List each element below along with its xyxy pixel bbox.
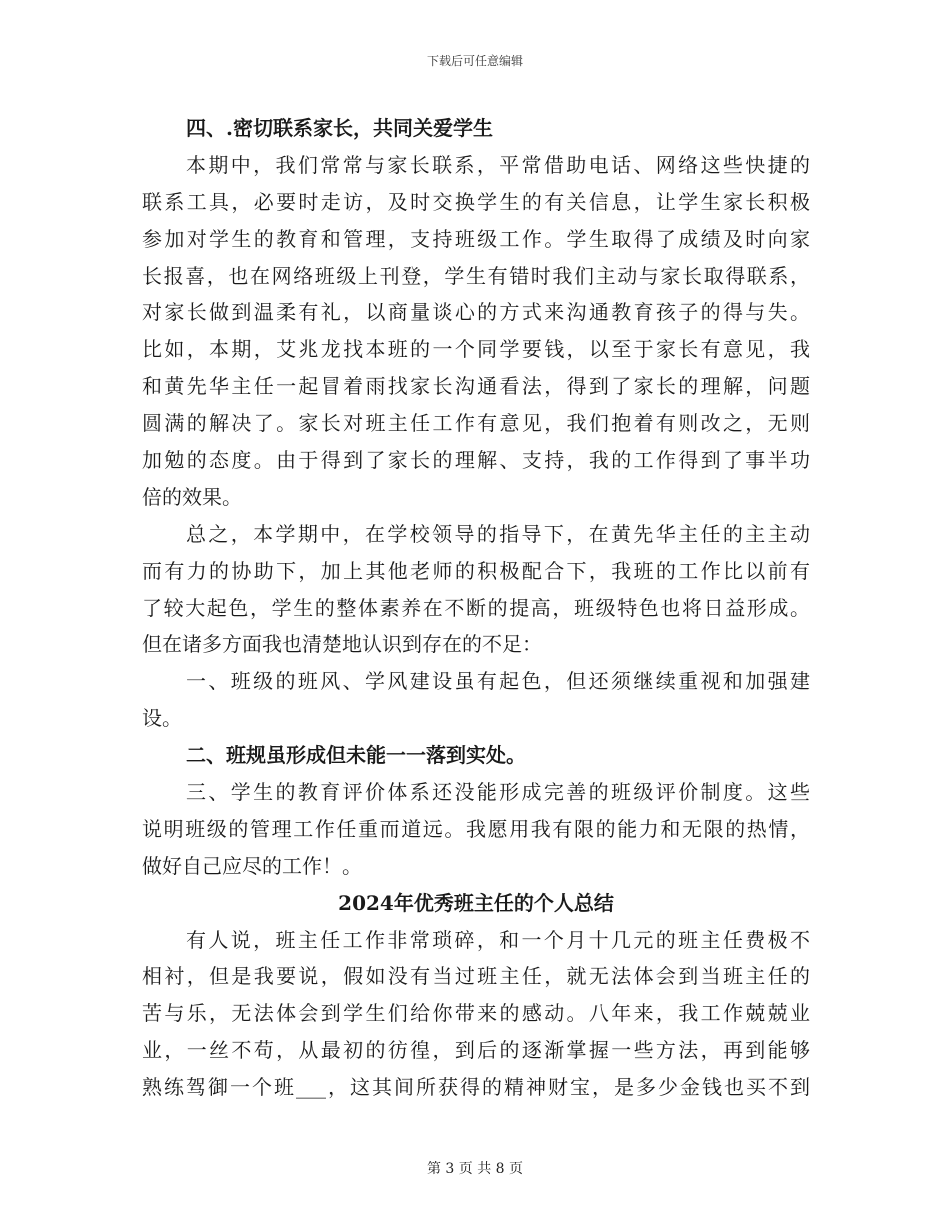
body-text-line: 和黄先华主任一起冒着雨找家长沟通看法，得到了家长的理解，问题: [142, 374, 810, 399]
body-text-line: 联系工具，必要时走访，及时交换学生的有关信息，让学生家长积极: [142, 189, 810, 214]
body-text-line: 设。: [142, 706, 182, 731]
body-text-line: 熟练驾御一个班___，这其间所获得的精神财宝，是多少金钱也买不到: [142, 1075, 810, 1100]
body-text-line: 一、班级的班风、学风建设虽有起色，但还须继续重视和加强建: [186, 669, 810, 694]
body-text-line: 圆满的解决了。家长对班主任工作有意见，我们抱着有则改之，无则: [142, 411, 810, 436]
page-footer-number: 第 3 页 共 8 页: [426, 1161, 524, 1177]
body-text-line: 相衬，但是我要说，假如没有当过班主任，就无法体会到当班主任的: [142, 964, 810, 989]
body-text-line: 说明班级的管理工作任重而道远。我愿用我有限的能力和无限的热情，: [142, 816, 810, 841]
body-text-line: 但在诸多方面我也清楚地认识到存在的不足：: [142, 632, 542, 657]
body-text-line: 有人说，班主任工作非常琐碎，和一个月十几元的班主任费极不: [186, 927, 810, 952]
body-text-line: 对家长做到温柔有礼，以商量谈心的方式来沟通教育孩子的得与失。: [142, 300, 810, 325]
section-title: 2024年优秀班主任的个人总结: [338, 890, 614, 915]
body-text-line: 本期中，我们常常与家长联系，平常借助电话、网络这些快捷的: [186, 152, 810, 177]
body-text-line: 比如，本期，艾兆龙找本班的一个同学要钱，以至于家长有意见，我: [142, 337, 810, 362]
page-header-note: 下载后可任意编辑: [426, 54, 523, 68]
document-body: [142, 110, 810, 1106]
body-text-line: 倍的效果。: [142, 484, 242, 509]
body-text-line: 做好自己应尽的工作！。: [142, 853, 362, 878]
body-text-line: 参加对学生的教育和管理，支持班级工作。学生取得了成绩及时向家: [142, 226, 810, 251]
body-text-line: 苦与乐，无法体会到学生们给你带来的感动。八年来，我工作兢兢业: [142, 1001, 810, 1026]
body-text-line: 长报喜，也在网络班级上刊登，学生有错时我们主动与家长取得联系，: [142, 263, 810, 288]
section-heading: 四、.密切联系家长，共同关爱学生: [186, 116, 493, 140]
body-text-line: 总之，本学期中，在学校领导的指导下，在黄先华主任的主主动: [186, 521, 810, 546]
body-text-line: 业，一丝不苟，从最初的彷徨，到后的逐渐掌握一些方法，再到能够: [142, 1038, 810, 1063]
body-text-line: 三、学生的教育评价体系还没能形成完善的班级评价制度。这些: [186, 780, 810, 805]
section-heading: 二、班规虽形成但未能一一落到实处。: [186, 743, 526, 768]
body-text-line: 加勉的态度。由于得到了家长的理解、支持，我的工作得到了事半功: [142, 448, 810, 473]
body-text-line: 了较大起色，学生的整体素养在不断的提高，班级特色也将日益形成。: [142, 595, 810, 620]
body-text-line: 而有力的协助下，加上其他老师的积极配合下，我班的工作比以前有: [142, 558, 810, 583]
